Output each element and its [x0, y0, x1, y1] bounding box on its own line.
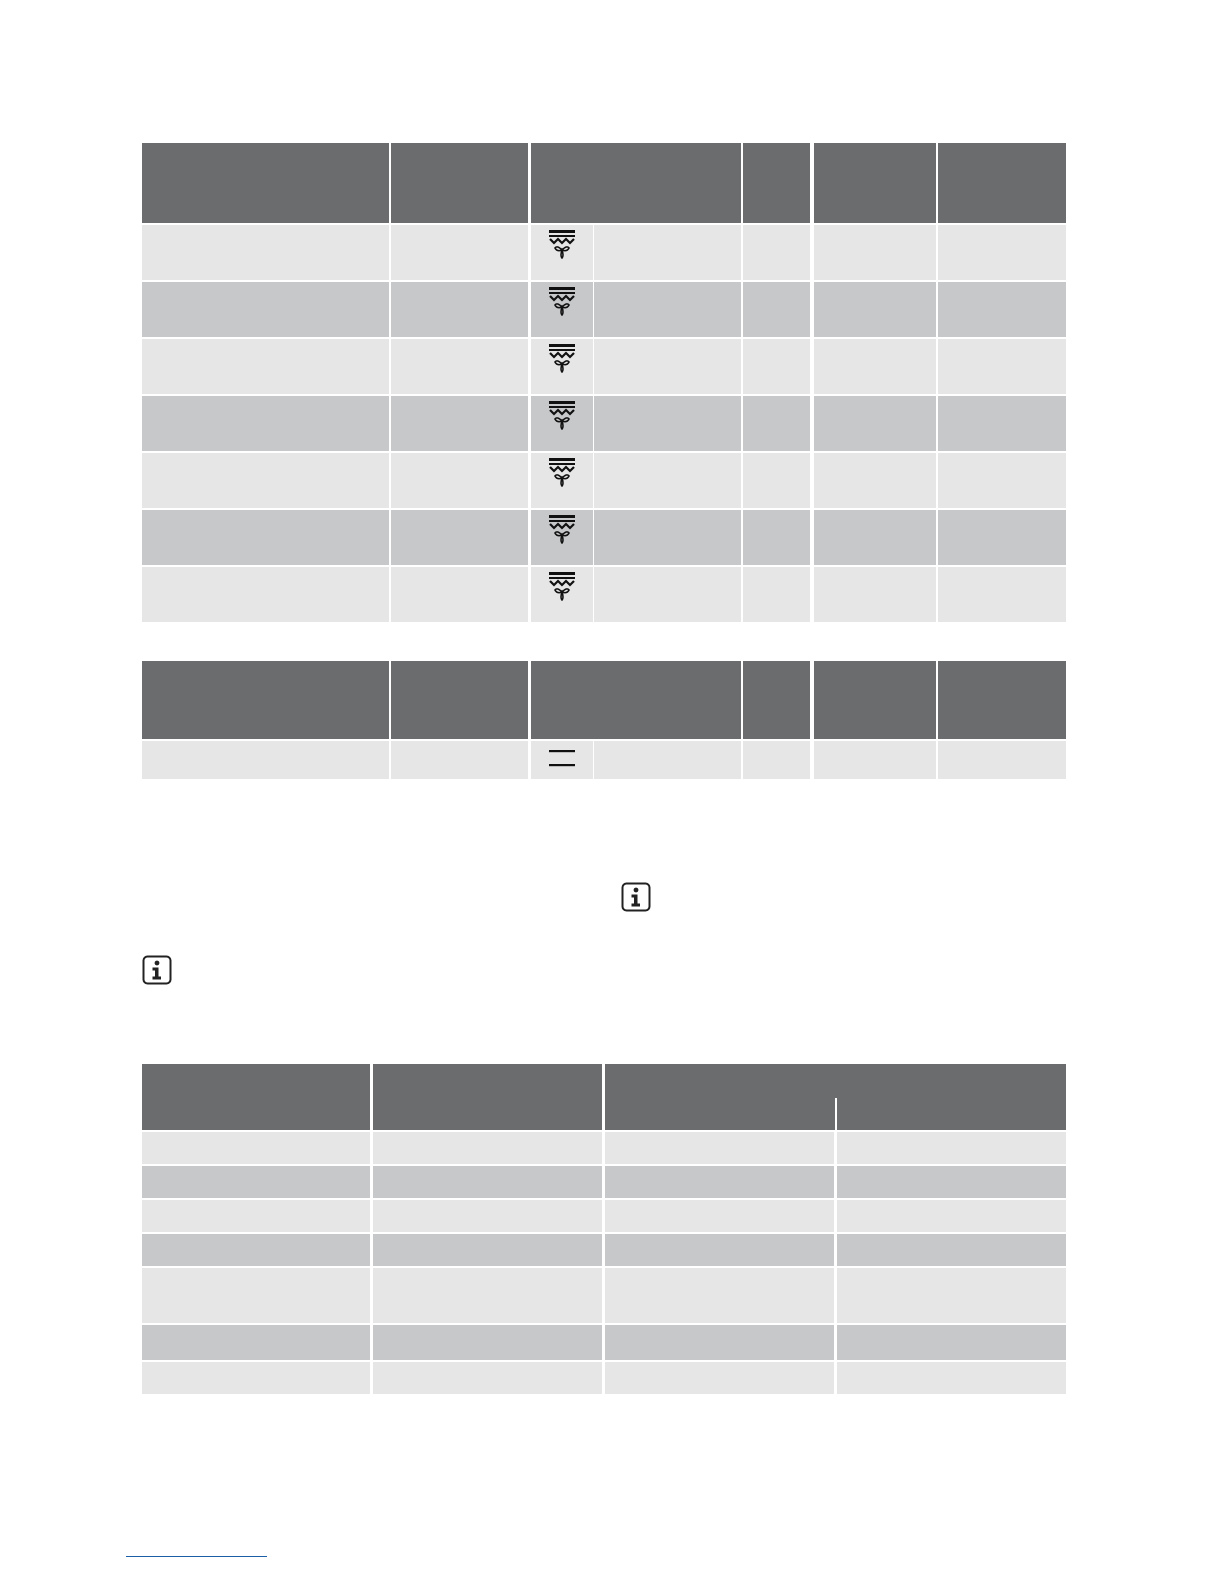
table-cell	[373, 1166, 602, 1198]
table-icon-cell	[531, 567, 593, 622]
fan-heating-icon	[548, 514, 576, 544]
table-cell	[391, 567, 528, 622]
table-header-cell	[391, 661, 528, 739]
table-cell	[837, 1200, 1066, 1232]
table-header-cell	[142, 661, 389, 739]
table-cell	[837, 1132, 1066, 1164]
table-cell	[142, 741, 389, 779]
table-cell	[391, 741, 528, 779]
table-cell	[142, 567, 389, 622]
table-cell	[605, 1325, 834, 1360]
table-cell	[142, 1166, 370, 1198]
table-cell	[594, 567, 741, 622]
table-cell	[814, 396, 936, 451]
table-cell	[837, 1268, 1066, 1323]
table-cell	[391, 225, 528, 280]
table-cell	[373, 1234, 602, 1266]
table-cell	[142, 1362, 370, 1394]
table-cell	[142, 225, 389, 280]
table-cell	[605, 1166, 834, 1198]
table-icon-cell	[531, 741, 593, 779]
table-cell	[605, 1200, 834, 1232]
table-icon-cell	[531, 396, 593, 451]
table-cell	[391, 510, 528, 565]
table-header-cell	[743, 143, 810, 223]
table-cell	[743, 567, 810, 622]
table-cell	[594, 282, 741, 337]
table-icon-cell	[531, 282, 593, 337]
table-header-cell	[814, 661, 936, 739]
table-cell	[837, 1362, 1066, 1394]
table-cell	[938, 567, 1066, 622]
table-cell	[814, 510, 936, 565]
table-cell	[837, 1325, 1066, 1360]
table-cell	[743, 396, 810, 451]
table-cell	[142, 1132, 370, 1164]
table-cell	[743, 282, 810, 337]
table-cell	[142, 1234, 370, 1266]
table-header-cell	[373, 1064, 602, 1130]
table-cell	[594, 225, 741, 280]
table-header-cell	[814, 143, 936, 223]
table-cell	[743, 453, 810, 508]
table-cell	[142, 282, 389, 337]
fan-heating-icon	[548, 457, 576, 487]
table-cell	[938, 453, 1066, 508]
table-cell	[142, 1325, 370, 1360]
table-cell	[743, 339, 810, 394]
table-icon-cell	[531, 453, 593, 508]
table-cell	[837, 1234, 1066, 1266]
table-cell	[938, 741, 1066, 779]
table-cell	[605, 1268, 834, 1323]
table-cell	[142, 510, 389, 565]
table-icon-cell	[531, 225, 593, 280]
fan-heating-icon	[548, 571, 576, 601]
fan-heating-icon	[548, 286, 576, 316]
table-cell	[391, 396, 528, 451]
info-icon	[142, 955, 172, 985]
table-cell	[743, 510, 810, 565]
table-header-cell	[142, 1064, 370, 1130]
table-cell	[605, 1132, 834, 1164]
info-icon	[621, 882, 651, 912]
table-cell	[743, 225, 810, 280]
table-cell	[142, 453, 389, 508]
table-cell	[814, 339, 936, 394]
table-cell	[142, 339, 389, 394]
table-cell	[814, 225, 936, 280]
table-cell	[594, 339, 741, 394]
table-cell	[938, 396, 1066, 451]
table-cell	[605, 1362, 834, 1394]
table-header-cell	[531, 661, 741, 739]
table-cell	[938, 510, 1066, 565]
table-cell	[373, 1362, 602, 1394]
table-header-cell	[142, 143, 389, 223]
table-cell	[373, 1132, 602, 1164]
fan-heating-icon	[548, 400, 576, 430]
table-cell	[814, 282, 936, 337]
table-cell	[594, 510, 741, 565]
table-cell	[938, 282, 1066, 337]
table-cell	[814, 567, 936, 622]
table-cell	[373, 1325, 602, 1360]
footer-link-underline[interactable]	[126, 1556, 267, 1557]
table-cell	[938, 225, 1066, 280]
table-header-cell	[391, 143, 528, 223]
table-header-cell	[531, 143, 741, 223]
table-cell	[391, 453, 528, 508]
table-icon-cell	[531, 510, 593, 565]
table-cell	[938, 339, 1066, 394]
table-cell	[373, 1200, 602, 1232]
table-cell	[814, 741, 936, 779]
table-header-cell	[743, 661, 810, 739]
fan-heating-icon	[548, 343, 576, 373]
table-cell	[837, 1166, 1066, 1198]
table-cell	[814, 453, 936, 508]
table-icon-cell	[531, 339, 593, 394]
conventional-heating-icon	[548, 745, 576, 771]
table-cell	[142, 1200, 370, 1232]
table-cell	[142, 1268, 370, 1323]
header-divider	[835, 1098, 837, 1130]
fan-heating-icon	[548, 229, 576, 259]
table-cell	[594, 741, 741, 779]
table-cell	[142, 396, 389, 451]
table-cell	[594, 396, 741, 451]
table-cell	[373, 1268, 602, 1323]
table-cell	[391, 282, 528, 337]
table-cell	[391, 339, 528, 394]
table-header-cell	[938, 661, 1066, 739]
table-cell	[594, 453, 741, 508]
table-header-cell	[938, 143, 1066, 223]
table-cell	[743, 741, 810, 779]
table-cell	[605, 1234, 834, 1266]
